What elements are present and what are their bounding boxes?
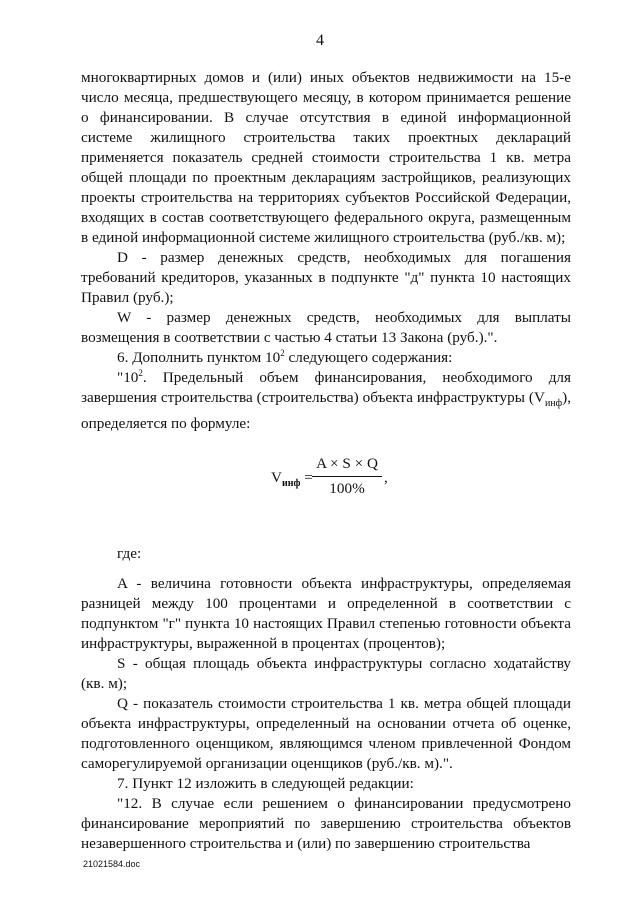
paragraph-continuation: многоквартирных домов и (или) иных объектов недвижимости на 15-е число месяца, предшествующего месяцу, в котором принимается решение о финансировании. В случае отсутствия в единой информационной системе жилищного строительства таких проектных деклараций применяется показатель средней стоимости строительства 1 кв. метра общей площади по проектным декларациям застройщиков, реализующих проекты строительства на территориях субъектов Российской Федерации, входящих в состав соответствующего федерального округа, размещенным в единой информационной системе жилищного строительства (руб./кв. м);	[81, 69, 571, 246]
item-6-text-tail: следующего содержания:	[284, 349, 453, 366]
item-10-2-subscript: инф	[544, 398, 563, 410]
item-10-2-text-tail: ), определяется по формуле:	[81, 389, 571, 433]
paragraph-where: где:	[117, 545, 142, 563]
formula	[81, 450, 571, 532]
formula-numerator: A × S × Q	[312, 454, 382, 477]
spacer	[81, 564, 571, 574]
item-6-text: 6. Дополнить пунктом 10	[117, 349, 281, 366]
item-6-superscript: 2	[280, 347, 285, 358]
paragraph-s-definition: S - общая площадь объекта инфраструктуры согласно ходатайству (кв. м);	[81, 655, 571, 693]
paragraph-d-definition: D - размер денежных средств, необходимых для погашения требований кредиторов, указанных в подпункте "д" пункта 10 настоящих Правил (руб.);	[81, 249, 571, 306]
page-number: 4	[316, 32, 324, 49]
formula-fraction	[312, 454, 382, 499]
paragraph-a-definition: A - величина готовности объекта инфраструктуры, определяемая разницей между 100 процентами и определенной в соответствии с подпунктом "г" пункта 10 настоящих Правил степенью готовности объекта инфраструктуры, выраженной в процентах (процентов);	[81, 575, 571, 653]
formula-variable: V	[271, 469, 282, 487]
formula-denominator: 100%	[329, 480, 365, 498]
paragraph-item-6	[81, 348, 571, 368]
formula-lhs	[271, 468, 313, 494]
item-10-2-superscript: 2	[138, 367, 143, 378]
paragraph-item-7: 7. Пункт 12 изложить в следующей редакции:	[117, 775, 414, 793]
paragraph-item-10-2	[81, 368, 571, 434]
item-10-2-open: "10	[117, 369, 139, 386]
formula-comma: ,	[384, 469, 388, 487]
item-10-2-text: . Предельный объем финансирования, необходимого для завершения строительства (строительства) объекта инфраструктуры (V	[81, 369, 571, 406]
footer-doc-id: 21021584.doc	[83, 859, 141, 869]
formula-equals: =	[300, 469, 313, 487]
paragraph-w-definition: W - размер денежных средств, необходимых для выплаты возмещения в соответствии с частью 4 статьи 13 Закона (руб.).".	[81, 309, 571, 346]
document-body	[81, 68, 571, 854]
paragraph-item-12: "12. В случае если решением о финансировании предусмотрено финансирование мероприятий по завершению строительства объектов незавершенного строительства и (или) по завершению строительства	[81, 795, 571, 853]
formula-variable-subscript: инф	[281, 478, 301, 490]
paragraph-q-definition: Q - показатель стоимости строительства 1 кв. метра общей площади объекта инфраструктуры, определенный на основании отчета об оценке, подготовленного оценщиком, являющимся членом привлеченной Фондом саморегулируемой организации оценщиков (руб./кв. м).".	[81, 695, 571, 773]
